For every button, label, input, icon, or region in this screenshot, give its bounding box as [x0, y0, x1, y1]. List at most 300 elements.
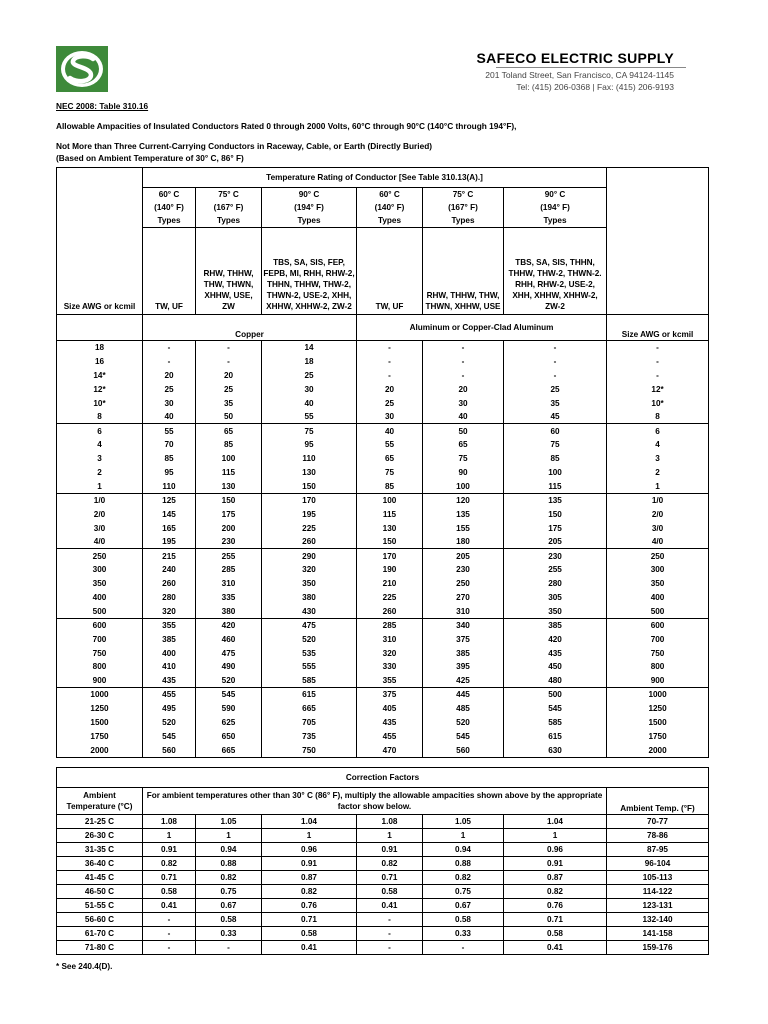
- ampacity-cell: 75: [423, 452, 504, 466]
- ampacity-cell: 650: [196, 729, 262, 743]
- intro-line-2: Not More than Three Current-Carrying Conductors in Raceway, Cable, or Earth (Directly Buried): [56, 141, 433, 151]
- ambient-c-cell: 61-70 C: [57, 927, 143, 941]
- factor-cell: 0.41: [262, 941, 357, 955]
- ampacity-cell: -: [504, 354, 607, 368]
- company-contact: [485, 69, 674, 93]
- ampacity-cell: 30: [262, 382, 357, 396]
- ampacity-cell: 520: [196, 674, 262, 688]
- table-row: [57, 466, 709, 480]
- ampacity-cell: 375: [357, 688, 423, 702]
- size-cell: 4/0: [57, 535, 143, 549]
- col-temp-f: (194° F): [262, 201, 357, 214]
- ampacity-cell: 320: [143, 604, 196, 618]
- ampacity-cell: 25: [143, 382, 196, 396]
- table-row: [57, 815, 709, 829]
- ampacity-cell: 520: [143, 716, 196, 730]
- ampacity-cell: 14: [262, 341, 357, 355]
- ampacity-cell: 260: [357, 604, 423, 618]
- size-cell: 6: [607, 424, 709, 438]
- ambient-f-cell: 70-77: [607, 815, 709, 829]
- ampacity-cell: 115: [196, 466, 262, 480]
- ampacity-cell: 285: [196, 563, 262, 577]
- factor-cell: -: [143, 913, 196, 927]
- col-types-list: RHW, THHW, THW, THWN, XHHW, USE: [423, 228, 504, 315]
- ampacity-cell: 310: [196, 577, 262, 591]
- correction-table: [56, 767, 709, 955]
- col-types-label: Types: [423, 214, 504, 228]
- ampacity-cell: 60: [504, 424, 607, 438]
- temp-rating-header: Temperature Rating of Conductor [See Table 310.13(A).]: [143, 168, 607, 188]
- ampacity-cell: 180: [423, 535, 504, 549]
- ampacity-cell: 215: [143, 549, 196, 563]
- ampacity-cell: 210: [357, 577, 423, 591]
- ambient-f-cell: 141-158: [607, 927, 709, 941]
- size-cell: 750: [650, 648, 665, 658]
- ampacity-cell: 95: [143, 466, 196, 480]
- size-cell: -: [656, 370, 659, 380]
- size-cell: 1250: [648, 704, 667, 714]
- factor-cell: 1: [143, 829, 196, 843]
- factor-cell: 1: [196, 829, 262, 843]
- factor-cell: -: [357, 913, 423, 927]
- factor-cell: 0.75: [423, 885, 504, 899]
- table-row: [57, 660, 709, 674]
- size-cell: 750: [57, 646, 143, 660]
- ampacity-cell: 555: [262, 660, 357, 674]
- table-row: [57, 857, 709, 871]
- size-cell: 3/0: [651, 523, 664, 533]
- ampacity-cell: 230: [504, 549, 607, 563]
- size-cell: 250: [57, 549, 143, 563]
- col-temp-f: (140° F): [143, 201, 196, 214]
- factor-cell: 1: [262, 829, 357, 843]
- table-row: [57, 507, 709, 521]
- factor-cell: 0.94: [196, 843, 262, 857]
- table-row: [57, 871, 709, 885]
- ampacity-cell: -: [423, 341, 504, 355]
- size-cell: 350: [650, 579, 665, 589]
- col-temp-f: (167° F): [196, 201, 262, 214]
- table-row: [57, 829, 709, 843]
- ampacity-cell: 20: [423, 382, 504, 396]
- factor-cell: 0.94: [423, 843, 504, 857]
- ampacity-cell: 150: [262, 479, 357, 493]
- nec-reference: NEC 2008: Table 310.16: [56, 101, 149, 111]
- size-cell: 300: [650, 565, 665, 575]
- ambient-f-cell: 96-104: [607, 857, 709, 871]
- ambient-f-cell: 78-86: [607, 829, 709, 843]
- ampacity-cell: 260: [262, 535, 357, 549]
- factor-cell: 1.05: [423, 815, 504, 829]
- ampacity-cell: 230: [196, 535, 262, 549]
- col-temp-f: (140° F): [357, 201, 423, 214]
- table-row: [57, 843, 709, 857]
- ampacity-cell: 420: [196, 618, 262, 632]
- factor-cell: 1: [423, 829, 504, 843]
- ampacity-cell: 270: [423, 591, 504, 605]
- ampacity-cell: 560: [143, 743, 196, 757]
- ampacity-cell: 255: [504, 563, 607, 577]
- size-cell: 8: [655, 412, 660, 422]
- ampacity-cell: 395: [423, 660, 504, 674]
- size-cell: 900: [57, 674, 143, 688]
- size-cell: 700: [57, 632, 143, 646]
- size-cell: 2/0: [651, 509, 664, 519]
- ampacity-cell: 115: [504, 479, 607, 493]
- ampacity-cell: -: [357, 341, 423, 355]
- ampacity-cell: 75: [504, 438, 607, 452]
- ampacity-cell: 705: [262, 716, 357, 730]
- ampacity-cell: 240: [143, 563, 196, 577]
- intro-line-1: Allowable Ampacities of Insulated Conductors Rated 0 through 2000 Volts, 60°C through 90°C (140°C through 194°F),: [56, 121, 517, 131]
- ampacity-cell: 350: [504, 604, 607, 618]
- table-row: [57, 549, 709, 563]
- table-row: [57, 396, 709, 410]
- factor-cell: 0.58: [196, 913, 262, 927]
- company-header: [477, 50, 674, 66]
- ampacity-cell: 380: [262, 591, 357, 605]
- ampacity-cell: 175: [196, 507, 262, 521]
- ampacity-cell: -: [143, 354, 196, 368]
- factor-cell: 0.91: [262, 857, 357, 871]
- ampacity-cell: 385: [504, 618, 607, 632]
- ampacity-cell: 590: [196, 702, 262, 716]
- size-cell: 10*: [651, 398, 664, 408]
- ampacity-cell: -: [504, 341, 607, 355]
- ampacity-cell: 335: [196, 591, 262, 605]
- ampacity-cell: 40: [143, 410, 196, 424]
- ampacity-cell: 100: [504, 466, 607, 480]
- ampacity-cell: 615: [504, 729, 607, 743]
- ampacity-cell: 20: [357, 382, 423, 396]
- table-row: [57, 702, 709, 716]
- factor-cell: 0.88: [196, 857, 262, 871]
- factor-cell: 0.96: [504, 843, 607, 857]
- col-types-label: Types: [357, 214, 423, 228]
- ampacity-cell: 100: [196, 452, 262, 466]
- table-row: [57, 927, 709, 941]
- size-cell: 1750: [648, 731, 667, 741]
- factor-cell: 0.91: [504, 857, 607, 871]
- ampacity-cell: 250: [423, 577, 504, 591]
- size-cell: 2: [57, 466, 143, 480]
- ampacity-cell: 255: [196, 549, 262, 563]
- footnote: * See 240.4(D).: [56, 962, 113, 971]
- ampacity-cell: 130: [357, 521, 423, 535]
- ampacity-cell: 470: [357, 743, 423, 757]
- factor-cell: 0.82: [143, 857, 196, 871]
- aluminum-label: Aluminum or Copper-Clad Aluminum: [357, 315, 607, 341]
- ampacity-cell: 385: [143, 632, 196, 646]
- factor-cell: 0.87: [504, 871, 607, 885]
- table-row: [57, 729, 709, 743]
- table-row: [57, 899, 709, 913]
- ambient-f-cell: 159-176: [607, 941, 709, 955]
- ampacity-cell: 585: [504, 716, 607, 730]
- ampacity-cell: 65: [196, 424, 262, 438]
- ampacity-cell: 320: [357, 646, 423, 660]
- table-row: [57, 424, 709, 438]
- ampacity-cell: 585: [262, 674, 357, 688]
- ampacity-cell: 110: [143, 479, 196, 493]
- copper-label: Copper: [143, 315, 357, 341]
- size-cell: 4/0: [651, 537, 664, 547]
- size-cell: 1: [655, 481, 660, 491]
- ambient-c-cell: 46-50 C: [57, 885, 143, 899]
- size-label-left: Size AWG or kcmil: [57, 228, 143, 315]
- ampacity-cell: 75: [262, 424, 357, 438]
- factor-cell: 0.67: [196, 899, 262, 913]
- ampacity-cell: 380: [196, 604, 262, 618]
- factor-cell: 1.05: [196, 815, 262, 829]
- factor-cell: 0.71: [262, 913, 357, 927]
- factor-cell: 0.96: [262, 843, 357, 857]
- factor-cell: 1.08: [357, 815, 423, 829]
- size-cell: 400: [57, 591, 143, 605]
- ampacity-cell: -: [196, 341, 262, 355]
- table-row: [57, 941, 709, 955]
- ambient-f-cell: 87-95: [607, 843, 709, 857]
- ampacity-cell: 425: [423, 674, 504, 688]
- factor-cell: 0.33: [423, 927, 504, 941]
- col-types-label: Types: [143, 214, 196, 228]
- ampacity-cell: 340: [423, 618, 504, 632]
- size-cell: 800: [650, 662, 665, 672]
- ampacity-cell: -: [196, 354, 262, 368]
- ampacity-cell: 520: [423, 716, 504, 730]
- factor-cell: 0.82: [196, 871, 262, 885]
- col-temp-c: 90° C: [504, 188, 607, 202]
- size-cell: 4: [57, 438, 143, 452]
- factor-cell: -: [423, 941, 504, 955]
- table-row: [57, 743, 709, 757]
- ampacity-cell: 305: [504, 591, 607, 605]
- table-row: [57, 604, 709, 618]
- ampacity-cell: 170: [357, 549, 423, 563]
- ambient-f-cell: 114-122: [607, 885, 709, 899]
- company-name: SAFECO ELECTRIC SUPPLY: [476, 50, 674, 66]
- size-cell: 14*: [57, 368, 143, 382]
- size-cell: 700: [650, 634, 665, 644]
- size-cell: 1: [57, 479, 143, 493]
- factor-cell: 0.67: [423, 899, 504, 913]
- ambient-c-cell: 51-55 C: [57, 899, 143, 913]
- ambient-c-cell: 36-40 C: [57, 857, 143, 871]
- factor-cell: 0.82: [423, 871, 504, 885]
- ampacity-cell: 475: [262, 618, 357, 632]
- ampacity-cell: 190: [357, 563, 423, 577]
- col-types-list: TBS, SA, SIS, THHN, THHW, THW-2, THWN-2. RHH, RHW-2, USE-2, XHH, XHHW, XHHW-2, ZW-2: [504, 228, 607, 315]
- size-cell: 18: [57, 341, 143, 355]
- ampacity-cell: 30: [143, 396, 196, 410]
- factor-cell: 0.33: [196, 927, 262, 941]
- ampacity-cell: 115: [357, 507, 423, 521]
- factor-cell: 0.91: [357, 843, 423, 857]
- ampacity-cell: 155: [423, 521, 504, 535]
- company-logo: [56, 46, 108, 92]
- size-cell: 6: [57, 424, 143, 438]
- factor-cell: 0.88: [423, 857, 504, 871]
- table-row: [57, 368, 709, 382]
- ampacity-cell: 120: [423, 493, 504, 507]
- ampacity-cell: 75: [357, 466, 423, 480]
- factor-cell: -: [143, 927, 196, 941]
- col-temp-c: 90° C: [262, 188, 357, 202]
- table-row: [57, 618, 709, 632]
- factor-cell: 0.76: [262, 899, 357, 913]
- factor-cell: 0.41: [143, 899, 196, 913]
- ampacity-cell: 545: [196, 688, 262, 702]
- header-rule: [496, 67, 686, 68]
- size-cell: 350: [57, 577, 143, 591]
- ampacity-cell: 175: [504, 521, 607, 535]
- col-temp-c: 75° C: [423, 188, 504, 202]
- factor-cell: 1.04: [262, 815, 357, 829]
- col-temp-f: (194° F): [504, 201, 607, 214]
- ampacity-cell: 385: [423, 646, 504, 660]
- ampacity-cell: 310: [423, 604, 504, 618]
- table-row: [57, 438, 709, 452]
- ampacity-cell: 100: [423, 479, 504, 493]
- ampacity-cell: 40: [357, 424, 423, 438]
- ampacity-cell: 195: [143, 535, 196, 549]
- ampacity-cell: 18: [262, 354, 357, 368]
- factor-cell: 0.82: [357, 857, 423, 871]
- size-label-right: Size AWG or kcmil: [607, 315, 709, 341]
- table-row: [57, 885, 709, 899]
- size-cell: 1500: [648, 717, 667, 727]
- ampacity-cell: 35: [504, 396, 607, 410]
- ampacity-cell: 135: [504, 493, 607, 507]
- ampacity-cell: 145: [143, 507, 196, 521]
- size-cell: 8: [57, 410, 143, 424]
- ampacity-cell: 230: [423, 563, 504, 577]
- ampacity-cell: 55: [357, 438, 423, 452]
- size-cell: 1500: [57, 716, 143, 730]
- size-cell: 10*: [57, 396, 143, 410]
- factor-cell: 0.41: [357, 899, 423, 913]
- ampacity-table: [56, 167, 709, 758]
- ampacity-cell: 375: [423, 632, 504, 646]
- size-cell: 2: [655, 467, 660, 477]
- col-types-label: Types: [504, 214, 607, 228]
- ampacity-cell: 50: [196, 410, 262, 424]
- ampacity-cell: 665: [196, 743, 262, 757]
- ampacity-cell: 665: [262, 702, 357, 716]
- ampacity-cell: 560: [423, 743, 504, 757]
- size-cell: 1000: [607, 688, 709, 702]
- col-types-label: Types: [262, 214, 357, 228]
- ampacity-rows: [57, 341, 709, 758]
- ampacity-cell: 95: [262, 438, 357, 452]
- size-cell: 500: [57, 604, 143, 618]
- ampacity-cell: 350: [262, 577, 357, 591]
- ampacity-cell: 450: [504, 660, 607, 674]
- ampacity-cell: 20: [196, 368, 262, 382]
- size-cell: 900: [650, 676, 665, 686]
- size-cell: 800: [57, 660, 143, 674]
- ampacity-cell: 50: [423, 424, 504, 438]
- size-cell: 16: [57, 354, 143, 368]
- ampacity-cell: 455: [357, 729, 423, 743]
- table-row: [57, 563, 709, 577]
- factor-cell: 0.58: [262, 927, 357, 941]
- ampacity-cell: 55: [262, 410, 357, 424]
- size-cell: 1/0: [607, 493, 709, 507]
- ampacity-cell: 520: [262, 632, 357, 646]
- ampacity-cell: 320: [262, 563, 357, 577]
- col-temp-f: (167° F): [423, 201, 504, 214]
- ampacity-cell: 480: [504, 674, 607, 688]
- col-temp-c: 60° C: [357, 188, 423, 202]
- factor-cell: 1.04: [504, 815, 607, 829]
- ampacity-cell: 170: [262, 493, 357, 507]
- ampacity-cell: 460: [196, 632, 262, 646]
- ampacity-cell: 35: [196, 396, 262, 410]
- table-row: [57, 674, 709, 688]
- ampacity-cell: 290: [262, 549, 357, 563]
- ambient-f-cell: 123-131: [607, 899, 709, 913]
- ampacity-cell: 40: [423, 410, 504, 424]
- factor-cell: 0.58: [423, 913, 504, 927]
- ampacity-cell: 135: [423, 507, 504, 521]
- ampacity-cell: 475: [196, 646, 262, 660]
- factor-cell: 1: [357, 829, 423, 843]
- table-row: [57, 688, 709, 702]
- intro-text: [56, 100, 716, 164]
- ampacity-cell: 280: [143, 591, 196, 605]
- ampacity-cell: 100: [357, 493, 423, 507]
- table-row: [57, 354, 709, 368]
- size-cell: 12*: [651, 384, 664, 394]
- factor-cell: 0.91: [143, 843, 196, 857]
- ampacity-cell: 25: [504, 382, 607, 396]
- size-cell: 3/0: [57, 521, 143, 535]
- ampacity-cell: 280: [504, 577, 607, 591]
- ampacity-cell: 625: [196, 716, 262, 730]
- col-types-list: TBS, SA, SIS, FEP, FEPB, MI, RHH, RHW-2, THHN, THHW, THW-2, THWN-2, USE-2, XHH, XHHW, XHHW-2, ZW-2: [262, 228, 357, 315]
- ampacity-cell: 400: [143, 646, 196, 660]
- size-cell: 3: [57, 452, 143, 466]
- intro-line-3: (Based on Ambient Temperature of 30° C, 86° F): [56, 153, 244, 163]
- table-row: [57, 410, 709, 424]
- size-cell: 1000: [57, 688, 143, 702]
- ampacity-cell: -: [143, 341, 196, 355]
- factor-cell: -: [357, 941, 423, 955]
- size-cell: 2000: [648, 745, 667, 755]
- correction-note: For ambient temperatures other than 30° C (86° F), multiply the allowable ampacities shown above by the appropriate factor show below.: [143, 788, 607, 815]
- ampacity-cell: 25: [196, 382, 262, 396]
- ampacity-cell: 55: [143, 424, 196, 438]
- table-row: [57, 646, 709, 660]
- ampacity-cell: 435: [357, 716, 423, 730]
- ampacity-cell: 420: [504, 632, 607, 646]
- ambient-c-cell: 21-25 C: [57, 815, 143, 829]
- ambient-f-cell: 132-140: [607, 913, 709, 927]
- table-row: [57, 716, 709, 730]
- ampacity-cell: 30: [357, 410, 423, 424]
- ampacity-cell: 205: [504, 535, 607, 549]
- ampacity-cell: 500: [504, 688, 607, 702]
- correction-rows: [57, 815, 709, 955]
- ampacity-cell: 125: [143, 493, 196, 507]
- ampacity-cell: -: [423, 354, 504, 368]
- ampacity-cell: 355: [143, 618, 196, 632]
- table-row: [57, 521, 709, 535]
- ampacity-cell: -: [357, 354, 423, 368]
- table-row: [57, 632, 709, 646]
- col-types-label: Types: [196, 214, 262, 228]
